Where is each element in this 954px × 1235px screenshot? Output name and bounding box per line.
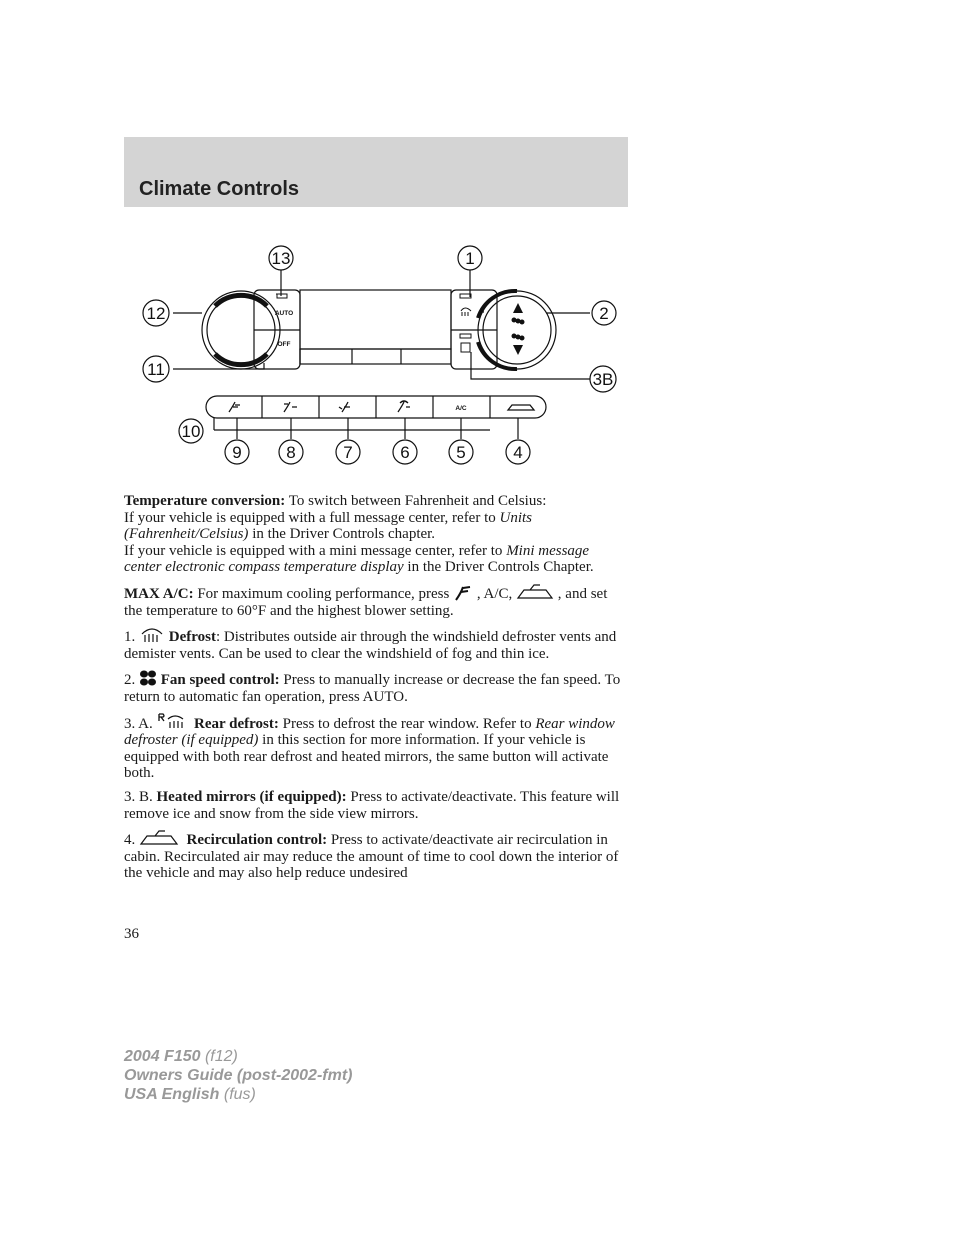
auto-label: AUTO xyxy=(274,310,294,317)
chapter-title: Climate Controls xyxy=(139,178,300,200)
recirculation-paragraph: 4. Recirculation control: Press to activate/deactivate air recirculation in cabin. Recirculated air may reduce the amount of time to cool down the interior of the vehicle and may also help reduce undesired xyxy=(124,829,629,882)
off-label: OFF xyxy=(277,341,291,348)
page-number: 36 xyxy=(124,926,139,942)
callout-7: 7 xyxy=(343,443,353,462)
recirculation-icon xyxy=(516,583,554,601)
callout-6: 6 xyxy=(400,443,410,462)
chapter-header xyxy=(124,137,628,207)
defrost-paragraph: 1. Defrost: Distributes outside air through the windshield defroster vents and demister vents. Can be used to clear the windshield of fog and thin ice. xyxy=(124,626,629,662)
rear-window-defroster-link: Rear window defroster (if equipped) xyxy=(124,715,615,749)
mini-message-center-reference-link: Mini message center electronic compass temperature display xyxy=(124,542,590,576)
document-footer: 2004 F150 (f12) Owners Guide (post-2002-fmt) USA English (fus) xyxy=(124,1048,353,1103)
callout-13: 13 xyxy=(271,249,291,268)
max-ac-paragraph: MAX A/C: For maximum cooling performance, press , A/C, , and set the temperature to 60°F and the highest blower setting. xyxy=(124,583,629,619)
units-reference-link: Units (Fahrenheit/Celsius) xyxy=(124,509,533,543)
callout-8: 8 xyxy=(286,443,296,462)
body-text xyxy=(124,493,629,889)
heated-mirrors-paragraph: 3. B. Heated mirrors (if equipped): Press to activate/deactivate. This feature will remove ice and snow from the side view mirrors. xyxy=(124,788,620,822)
defrost-icon xyxy=(139,626,165,644)
callout-1: 1 xyxy=(465,249,475,268)
temperature-conversion-paragraph: Temperature conversion: To switch between Fahrenheit and Celsius: If your vehicle is equipped with a full message center, refer to Units (Fahrenheit/Celsius) in the Driver Controls chapter. If your vehicle is equipped with a mini message center, refer to Mini message center electronic compass temperature display in the Driver Controls Chapter. xyxy=(124,493,594,576)
panel-vent-icon xyxy=(453,583,473,601)
callout-2: 2 xyxy=(599,304,609,323)
callout-3b: 3B xyxy=(592,370,614,389)
callout-4: 4 xyxy=(513,443,523,462)
fan-speed-paragraph: 2. Fan speed control: Press to manually increase or decrease the fan speed. To return to automatic fan operation, press AUTO. xyxy=(124,669,629,705)
rear-defrost-icon xyxy=(157,713,187,731)
climate-control-panel-diagram xyxy=(124,236,624,476)
callout-12: 12 xyxy=(146,304,166,323)
ac-label: A/C xyxy=(455,405,467,412)
callout-11: 11 xyxy=(147,360,165,379)
rear-defrost-paragraph: 3. A. Rear defrost: Press to defrost the rear window. Refer to Rear window defroster (if equipped) in this section for more information. If your vehicle is equipped with both rear defrost and heated mirrors, the same button will activate both. xyxy=(124,713,629,782)
recirculation-icon xyxy=(139,829,179,847)
callout-5: 5 xyxy=(456,443,466,462)
fan-icon xyxy=(139,669,157,687)
callout-10: 10 xyxy=(181,422,201,441)
callout-9: 9 xyxy=(232,443,242,462)
